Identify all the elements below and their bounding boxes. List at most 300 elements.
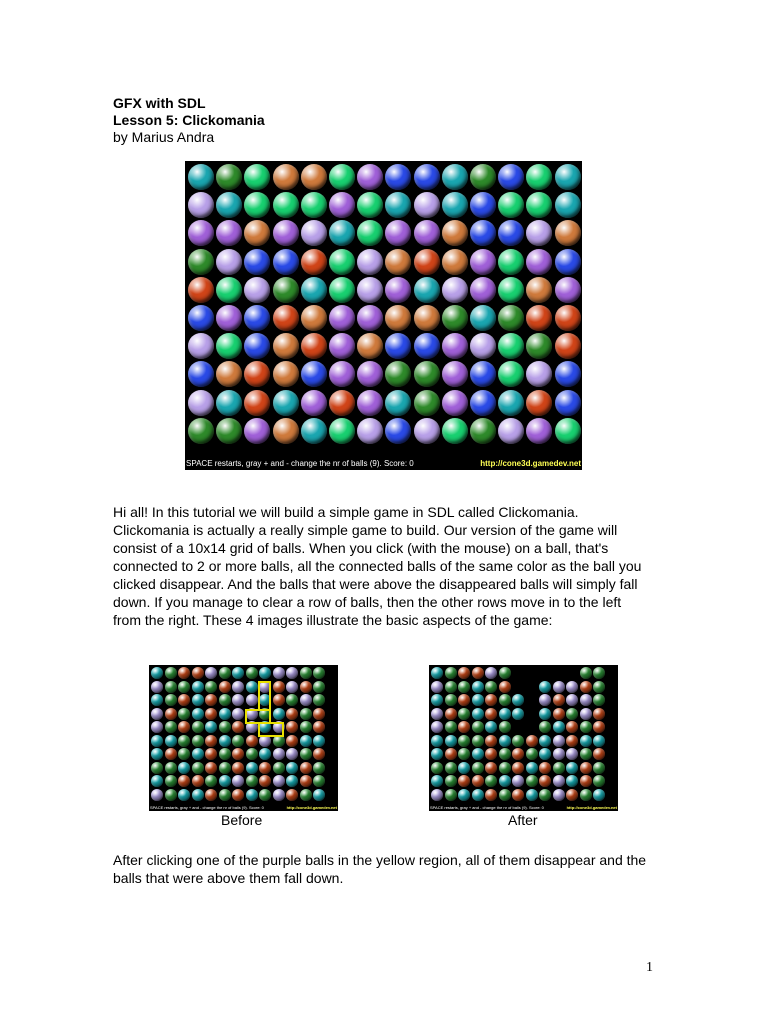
ball [205, 681, 217, 693]
ball [385, 305, 411, 331]
ball [165, 681, 177, 693]
ball [300, 708, 312, 720]
ball [553, 721, 565, 733]
ball [165, 735, 177, 747]
ball [512, 789, 524, 801]
ball [526, 735, 538, 747]
ball [246, 694, 258, 706]
ball [555, 220, 581, 246]
ball [301, 164, 327, 190]
ball [244, 305, 270, 331]
ball [216, 249, 242, 275]
ball [246, 681, 258, 693]
ball [205, 775, 217, 787]
ball [553, 748, 565, 760]
ball [445, 789, 457, 801]
ball [485, 748, 497, 760]
ball [580, 708, 592, 720]
ball [244, 277, 270, 303]
ball [445, 735, 457, 747]
ball [431, 681, 443, 693]
ball [300, 681, 312, 693]
ball [178, 721, 190, 733]
ball [499, 667, 511, 679]
ball [472, 748, 484, 760]
ball [485, 708, 497, 720]
ball [498, 333, 524, 359]
ball [566, 681, 578, 693]
ball [232, 694, 244, 706]
ball [151, 721, 163, 733]
ball [178, 735, 190, 747]
ball [232, 735, 244, 747]
ball [273, 418, 299, 444]
ball [539, 721, 551, 733]
author-byline: by Marius Andra [113, 129, 215, 145]
ball [232, 721, 244, 733]
ball [470, 390, 496, 416]
ball [526, 418, 552, 444]
ball [414, 333, 440, 359]
after-status-message: SPACE restarts, gray + and - change the nr of balls (9). Score: 0 [430, 805, 544, 810]
ball [165, 762, 177, 774]
ball [385, 249, 411, 275]
ball [300, 721, 312, 733]
ball [259, 775, 271, 787]
ball [526, 762, 538, 774]
intro-text: Hi all! In this tutorial we will build a simple game in SDL called Clickomania. Clickomania is actually a really simple game to build. Our version of the game will consist of a 10x14 grid of balls. When you click (with the mouse) on a ball, that's connected to 2 or more balls, all the connected balls of the same color as the ball you clicked disappear. And the balls that were above the disappeared balls will simply fall down. If you manage to clear a row of balls, then the other rows move in to the left from the right. These 4 images illustrate the basic aspects of the game: [113, 504, 642, 628]
ball [526, 305, 552, 331]
ball [385, 220, 411, 246]
ball [526, 220, 552, 246]
ball [498, 249, 524, 275]
ball [431, 721, 443, 733]
ball [301, 220, 327, 246]
ball [232, 762, 244, 774]
ball [151, 789, 163, 801]
ball [273, 681, 285, 693]
ball [286, 762, 298, 774]
ball [472, 681, 484, 693]
ball [539, 708, 551, 720]
ball [414, 164, 440, 190]
ball [329, 192, 355, 218]
ball [512, 762, 524, 774]
ball [329, 277, 355, 303]
ball [555, 390, 581, 416]
ball [526, 789, 538, 801]
ball [286, 721, 298, 733]
ball [273, 305, 299, 331]
ball [555, 164, 581, 190]
ball [216, 390, 242, 416]
ball [553, 694, 565, 706]
ball [470, 192, 496, 218]
ball [273, 667, 285, 679]
ball [442, 361, 468, 387]
ball [273, 708, 285, 720]
ball [526, 775, 538, 787]
ball [526, 164, 552, 190]
ball [385, 361, 411, 387]
ball [178, 762, 190, 774]
ball [313, 667, 325, 679]
ball [498, 390, 524, 416]
ball [219, 681, 231, 693]
ball [151, 748, 163, 760]
ball [593, 735, 605, 747]
ball [445, 762, 457, 774]
ball [329, 220, 355, 246]
ball [499, 694, 511, 706]
ball [273, 748, 285, 760]
ball [431, 694, 443, 706]
ball [442, 390, 468, 416]
ball [300, 789, 312, 801]
ball [445, 708, 457, 720]
status-bar [185, 458, 582, 470]
ball [458, 748, 470, 760]
ball [192, 735, 204, 747]
ball [445, 667, 457, 679]
ball [300, 667, 312, 679]
ball [580, 789, 592, 801]
ball [165, 694, 177, 706]
ball [499, 681, 511, 693]
ball [219, 762, 231, 774]
ball [188, 418, 214, 444]
ball [300, 748, 312, 760]
ball [178, 775, 190, 787]
ball [431, 762, 443, 774]
ball [216, 277, 242, 303]
after-screenshot [429, 665, 618, 811]
ball [357, 164, 383, 190]
ball [553, 681, 565, 693]
clickomania-screenshot [185, 161, 582, 470]
ball [470, 164, 496, 190]
ball [431, 735, 443, 747]
ball [555, 418, 581, 444]
status-message: SPACE restarts, gray + and - change the nr of balls (9). Score: 0 [186, 459, 414, 468]
ball [445, 694, 457, 706]
ball [499, 775, 511, 787]
ball [165, 708, 177, 720]
ball [498, 305, 524, 331]
ball [385, 390, 411, 416]
ball [357, 390, 383, 416]
ball [566, 721, 578, 733]
ball [414, 305, 440, 331]
ball [286, 735, 298, 747]
ball [232, 667, 244, 679]
ball [286, 775, 298, 787]
ball [301, 305, 327, 331]
ball [178, 748, 190, 760]
ball [442, 249, 468, 275]
ball [485, 762, 497, 774]
ball [526, 748, 538, 760]
ball [442, 220, 468, 246]
ball [553, 735, 565, 747]
status-url: http://cone3d.gamedev.net [480, 459, 581, 468]
ball [329, 164, 355, 190]
ball [580, 748, 592, 760]
ball [385, 277, 411, 303]
ball [566, 735, 578, 747]
ball [216, 220, 242, 246]
ball [329, 418, 355, 444]
ball [219, 708, 231, 720]
ball [485, 681, 497, 693]
ball [259, 762, 271, 774]
ball [192, 762, 204, 774]
ball [499, 762, 511, 774]
ball [301, 277, 327, 303]
ball [458, 681, 470, 693]
ball [470, 418, 496, 444]
ball [192, 667, 204, 679]
ball [188, 361, 214, 387]
ball [357, 305, 383, 331]
ball [244, 249, 270, 275]
ball [300, 694, 312, 706]
ball [246, 667, 258, 679]
intro-paragraph [113, 503, 653, 629]
ball [593, 775, 605, 787]
ball [498, 192, 524, 218]
ball [593, 667, 605, 679]
ball [442, 164, 468, 190]
ball [313, 748, 325, 760]
ball [151, 667, 163, 679]
ball [458, 721, 470, 733]
ball [188, 192, 214, 218]
ball [553, 789, 565, 801]
ball [216, 418, 242, 444]
ball [178, 708, 190, 720]
ball [470, 305, 496, 331]
after-status-url: http://cone3d.gamedev.net [566, 805, 617, 810]
ball [555, 277, 581, 303]
ball [580, 762, 592, 774]
ball [246, 775, 258, 787]
ball [472, 694, 484, 706]
ball [244, 418, 270, 444]
ball [286, 748, 298, 760]
ball [580, 681, 592, 693]
ball [216, 333, 242, 359]
ball [414, 390, 440, 416]
ball [485, 721, 497, 733]
ball [357, 418, 383, 444]
ball [498, 361, 524, 387]
doc-title-line1: GFX with SDL [113, 95, 206, 111]
ball [232, 681, 244, 693]
ball [414, 220, 440, 246]
ball [566, 748, 578, 760]
ball [472, 708, 484, 720]
ball [273, 694, 285, 706]
ball [301, 192, 327, 218]
ball [232, 789, 244, 801]
ball [431, 708, 443, 720]
before-caption: Before [221, 812, 263, 828]
ball [205, 694, 217, 706]
ball [286, 789, 298, 801]
ball [593, 708, 605, 720]
ball [357, 249, 383, 275]
ball [232, 708, 244, 720]
ball [244, 333, 270, 359]
ball [329, 361, 355, 387]
ball [580, 667, 592, 679]
ball [188, 305, 214, 331]
ball [205, 708, 217, 720]
ball [458, 667, 470, 679]
before-screenshot [149, 665, 338, 811]
ball [178, 789, 190, 801]
ball [431, 667, 443, 679]
ball [329, 305, 355, 331]
ball [188, 333, 214, 359]
ball [593, 789, 605, 801]
ball [286, 667, 298, 679]
ball [246, 762, 258, 774]
ball [357, 220, 383, 246]
ball [246, 748, 258, 760]
ball [593, 721, 605, 733]
ball [244, 390, 270, 416]
ball [593, 681, 605, 693]
ball [498, 277, 524, 303]
ball [499, 735, 511, 747]
ball [188, 277, 214, 303]
ball [414, 192, 440, 218]
ball [458, 775, 470, 787]
ball [219, 721, 231, 733]
ball [205, 789, 217, 801]
ball [414, 249, 440, 275]
ball [472, 721, 484, 733]
ball [192, 694, 204, 706]
ball [485, 775, 497, 787]
ball [329, 390, 355, 416]
ball [553, 775, 565, 787]
ball [472, 775, 484, 787]
ball [539, 681, 551, 693]
ball [472, 667, 484, 679]
ball [188, 249, 214, 275]
ball [300, 735, 312, 747]
ball [219, 748, 231, 760]
ball [566, 708, 578, 720]
ball [301, 249, 327, 275]
ball [165, 748, 177, 760]
ball [178, 681, 190, 693]
ball [385, 164, 411, 190]
ball [458, 694, 470, 706]
ball [329, 249, 355, 275]
ball [151, 775, 163, 787]
ball [313, 762, 325, 774]
doc-title-line2: Lesson 5: Clickomania [113, 112, 265, 128]
ball [216, 305, 242, 331]
ball [470, 333, 496, 359]
ball [442, 277, 468, 303]
page-number: 1 [646, 960, 653, 975]
ball [313, 708, 325, 720]
ball [431, 748, 443, 760]
after-paragraph: After clicking one of the purple balls in the yellow region, all of them disappear and the balls that were above them fall down. [113, 852, 647, 886]
ball [244, 192, 270, 218]
ball [313, 735, 325, 747]
ball [512, 694, 524, 706]
ball [273, 192, 299, 218]
ball [244, 361, 270, 387]
ball [273, 249, 299, 275]
ball [329, 333, 355, 359]
ball [165, 789, 177, 801]
ball [512, 735, 524, 747]
ball [553, 708, 565, 720]
ball [485, 667, 497, 679]
ball [458, 708, 470, 720]
ball [178, 694, 190, 706]
ball [313, 721, 325, 733]
ball [445, 775, 457, 787]
ball [244, 164, 270, 190]
ball [273, 762, 285, 774]
ball [246, 735, 258, 747]
ball [301, 390, 327, 416]
ball [566, 694, 578, 706]
ball [286, 694, 298, 706]
ball [205, 667, 217, 679]
ball [555, 361, 581, 387]
ball [192, 789, 204, 801]
ball [188, 164, 214, 190]
ball [431, 789, 443, 801]
ball [219, 667, 231, 679]
after-caption: After [508, 812, 538, 828]
ball [246, 789, 258, 801]
ball [555, 192, 581, 218]
ball [499, 748, 511, 760]
ball [192, 775, 204, 787]
ball [205, 762, 217, 774]
ball [499, 708, 511, 720]
ball [192, 681, 204, 693]
ball [300, 762, 312, 774]
ball [442, 333, 468, 359]
ball [273, 789, 285, 801]
ball [313, 681, 325, 693]
ball [442, 192, 468, 218]
ball [357, 192, 383, 218]
ball [414, 277, 440, 303]
ball [539, 735, 551, 747]
ball [301, 361, 327, 387]
ball [593, 762, 605, 774]
ball [470, 361, 496, 387]
ball [273, 775, 285, 787]
ball [313, 694, 325, 706]
ball [458, 735, 470, 747]
ball [205, 721, 217, 733]
ball [357, 333, 383, 359]
ball [385, 333, 411, 359]
